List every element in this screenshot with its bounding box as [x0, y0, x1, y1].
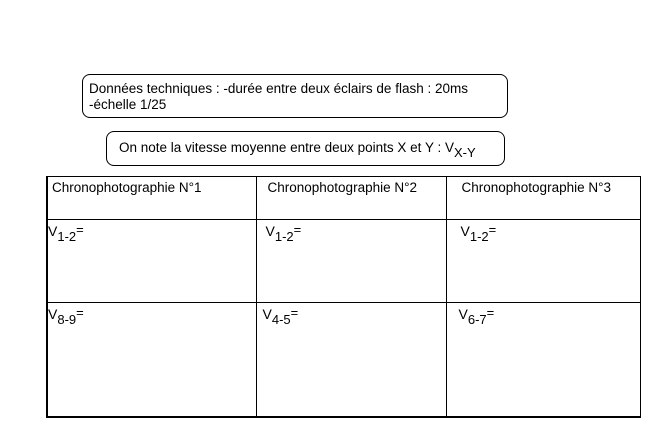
answer-cell-2-1[interactable]	[47, 303, 256, 418]
notation-text: On note la vitesse moyenne entre deux points X et Y : V	[119, 140, 454, 155]
technical-data-line-2: -échelle 1/25	[89, 97, 167, 112]
technical-data-line-1: Données techniques : -durée entre deux éclairs de flash : 20ms	[89, 81, 468, 96]
answer-cell-1-3[interactable]	[446, 220, 640, 303]
velocity-label: $V_{6-7}=$	[458, 305, 495, 327]
table-row	[47, 220, 640, 303]
velocity-label: $V_{1-2}=$	[265, 222, 302, 244]
header-cell-1	[47, 177, 256, 220]
chronophotography-table	[46, 176, 641, 418]
velocity-label: $V_{4-5}=$	[262, 305, 299, 327]
answer-cell-1-1[interactable]	[47, 220, 256, 303]
velocity-label: $V_{1-2}=$	[460, 222, 497, 244]
header-label-3: Chronophotographie N°3	[461, 180, 612, 195]
header-label-1: Chronophotographie N°1	[52, 180, 202, 195]
table-header-row	[47, 177, 640, 220]
header-cell-2	[256, 177, 446, 220]
technical-data-box	[82, 74, 508, 118]
answer-cell-1-2[interactable]	[256, 220, 446, 303]
velocity-label: $V_{1-2}=$	[48, 222, 84, 244]
header-label-2: Chronophotographie N°2	[267, 180, 418, 195]
notation-box	[106, 131, 505, 166]
header-cell-3	[446, 177, 640, 220]
answer-cell-2-2[interactable]	[256, 303, 446, 418]
notation-subscript: X-Y	[453, 145, 476, 160]
velocity-label: $V_{8-9}=$	[48, 305, 84, 327]
table-row	[47, 303, 640, 418]
answer-cell-2-3[interactable]	[446, 303, 640, 418]
